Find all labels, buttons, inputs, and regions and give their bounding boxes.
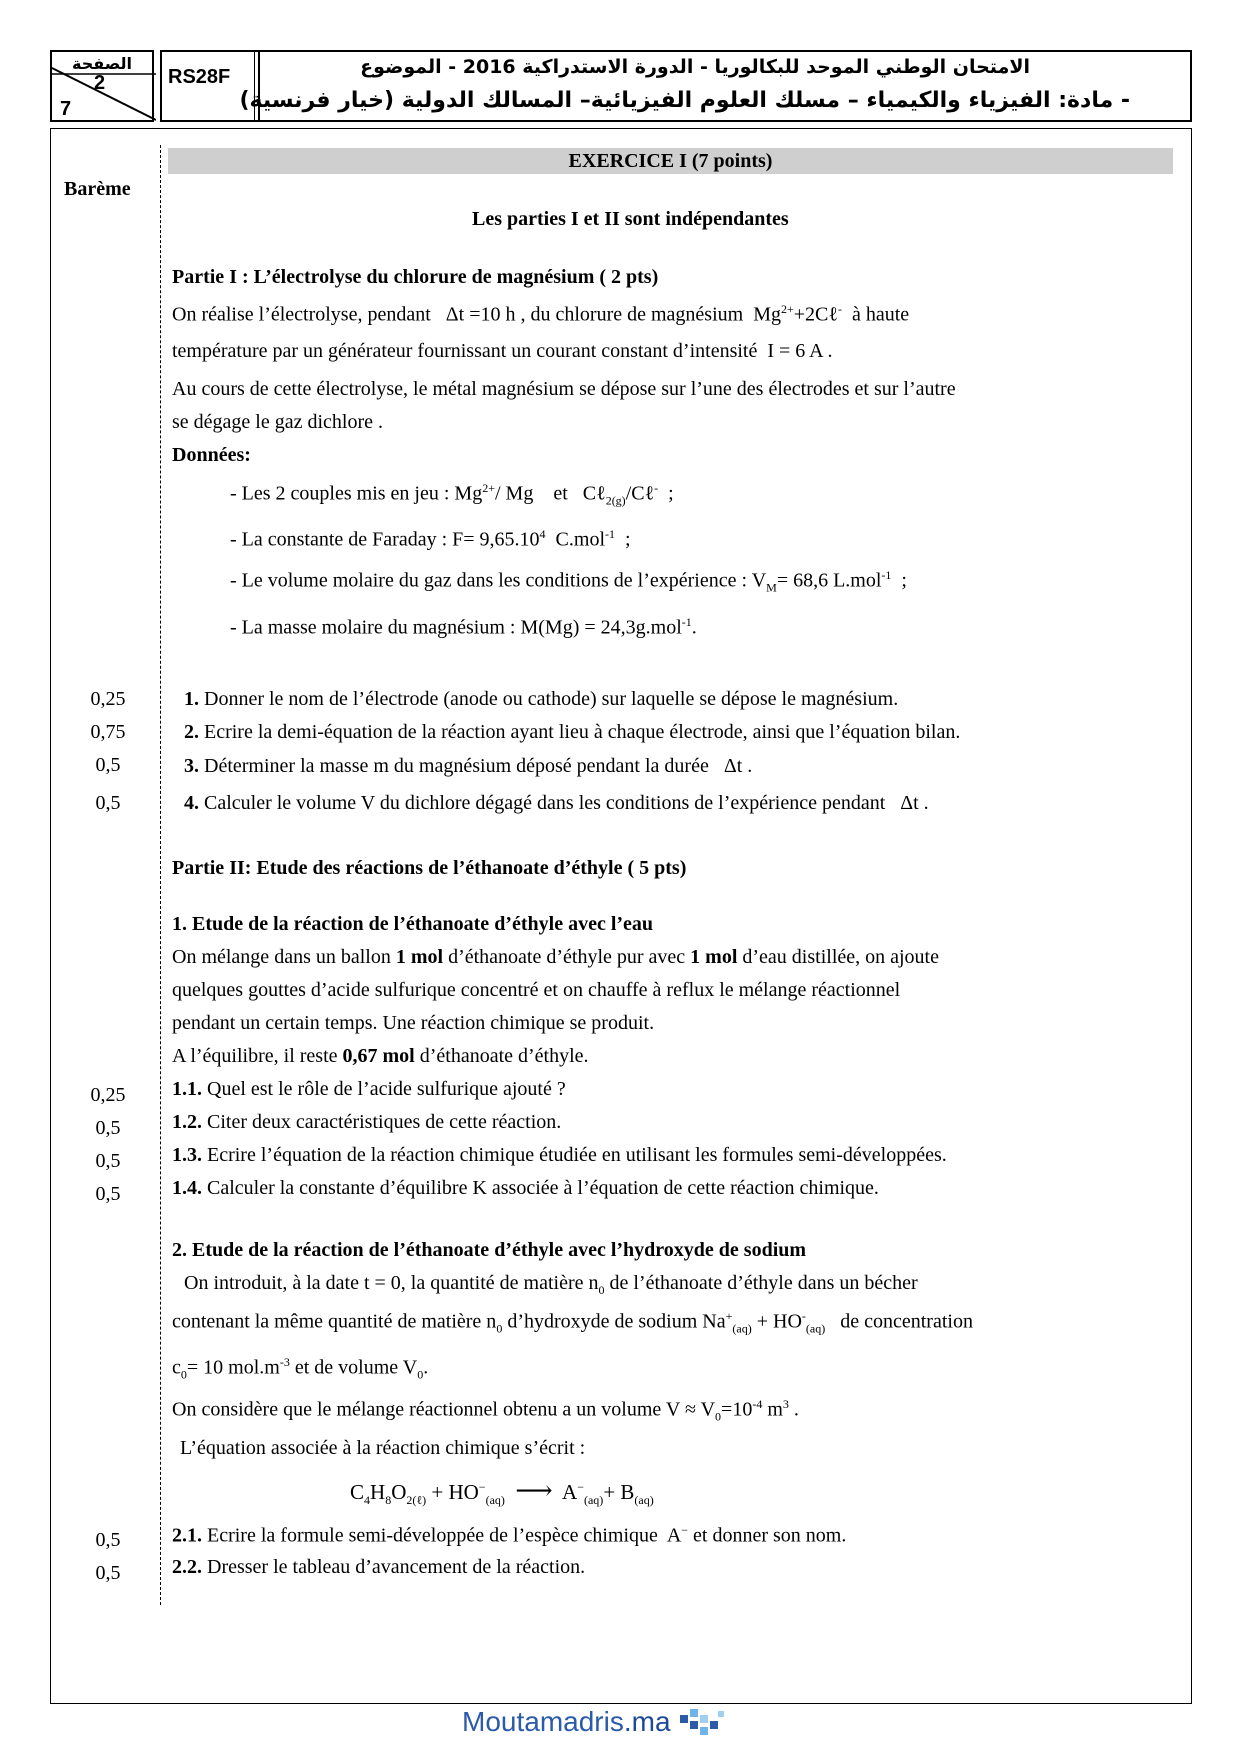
part1-intro-line1: On réalise l’électrolyse, pendant Δt =10 h , du chlorure de magnésium $Mg^{2+}+2C\ell^-$ à haute	[172, 302, 910, 326]
exam-header	[239, 50, 1192, 122]
section1-line1: On mélange dans un ballon 1 mol d’éthanoate d’éthyle pur avec 1 mol d’eau distillée, on ajoute	[172, 946, 939, 968]
section2-title: 2. Etude de la réaction de l’éthanoate d’éthyle avec l’hydroxyde de sodium	[172, 1239, 807, 1261]
exercise-title: EXERCICE I (7 points)	[168, 148, 1173, 174]
bareme-value: 0,25	[90, 1084, 126, 1106]
bareme-heading: Barème	[64, 178, 131, 200]
question-3: 3. Déterminer la masse m du magnésium déposé pendant la durée Δt .	[184, 755, 753, 777]
exam-header-line1: الامتحان الوطني الموحد للبكالوريا - الدورة الاستدراكية 2016 - الموضوع	[360, 56, 1030, 78]
question-1-3: 1.3. Ecrire l’équation de la réaction chimique étudiée en utilisant les formules semi-développées.	[172, 1144, 947, 1166]
section2-line4: On considère que le mélange réactionnel obtenu a un volume $V \approx V_0=10^{-4}$ $m^3$ .	[172, 1397, 799, 1424]
page-total: 7	[60, 98, 72, 120]
question-1: 1. Donner le nom de l’électrode (anode ou cathode) sur laquelle se dépose le magnésium.	[184, 688, 899, 710]
section2-line2: contenant la même quantité de matière $n_0$ d’hydroxyde de sodium $Na^+_{(aq)} + HO^-_{(aq)}$ de concentration	[172, 1309, 973, 1336]
bareme-value: 0,5	[95, 1529, 121, 1551]
page-number: 2	[94, 72, 106, 94]
bareme-value: 0,5	[95, 1562, 121, 1584]
question-2-1: 2.1. Ecrire la formule semi-développée de l’espèce chimique A− et donner son nom.	[172, 1523, 847, 1547]
page-number-box	[50, 50, 154, 122]
logo-tld: .ma	[623, 1706, 671, 1737]
question-4: 4. Calculer le volume V du dichlore dégagé dans les conditions de l’expérience pendant Δt .	[184, 792, 929, 814]
bareme-value: 0,75	[90, 721, 126, 743]
logo-text: Moutamadris	[462, 1706, 624, 1737]
part1-intro-line3: Au cours de cette électrolyse, le métal magnésium se dépose sur l’une des électrodes et sur l’autre	[172, 378, 956, 400]
site-logo[interactable]	[462, 1706, 728, 1741]
part2-title: Partie II: Etude des réactions de l’éthanoate d’éthyle ( 5 pts)	[172, 857, 687, 879]
question-1-2: 1.2. Citer deux caractéristiques de cette réaction.	[172, 1111, 562, 1133]
section1-line4: A l’équilibre, il reste 0,67 mol d’éthanoate d’éthyle.	[172, 1045, 589, 1067]
part1-intro-line4: se dégage le gaz dichlore .	[172, 411, 384, 433]
exam-header-line2: - مادة: الفيزياء والكيمياء – مسلك العلوم الفيزيائية– المسالك الدولية (خيار فرنسية)	[239, 88, 1130, 113]
section1-title: 1. Etude de la réaction de l’éthanoate d’éthyle avec l’eau	[172, 913, 654, 935]
bareme-value: 0,5	[95, 754, 121, 776]
bareme-value: 0,25	[90, 688, 126, 710]
reaction-equation: $C_4H_8O_{2(\ell)} + HO^-_{(aq)}$ ⟶ $A^-_{(aq)}+ B_{(aq)}$	[350, 1476, 654, 1508]
section1-line3: pendant un certain temps. Une réaction chimique se produit.	[172, 1012, 655, 1034]
donnees-heading: Données:	[172, 444, 251, 466]
section2-line1: On introduit, à la date t = 0, la quantité de matière $n_0$ de l’éthanoate d’éthyle dans un bécher	[184, 1272, 918, 1297]
section1-line2: quelques gouttes d’acide sulfurique concentré et on chauffe à reflux le mélange réactionnel	[172, 979, 901, 1001]
section2-line3: $c_0= 10$ $mol.m^{-3}$ et de volume $V_0$.	[172, 1355, 429, 1382]
bareme-separator	[160, 145, 161, 1605]
exam-code: RS28F	[160, 50, 260, 122]
donnee-couples: - Les 2 couples mis en jeu : $Mg^{2+}/$ Mg et Cℓ$_{2(g)}$/Cℓ- ;	[230, 481, 674, 508]
part1-intro-line2: température par un générateur fournissant un courant constant d’intensité I = 6 A .	[172, 340, 833, 362]
question-1-1: 1.1. Quel est le rôle de l’acide sulfurique ajouté ?	[172, 1078, 566, 1100]
donnee-faraday: - La constante de Faraday : $F= 9,65.10^4$ C.mol$^{-1}$ ;	[230, 527, 631, 551]
question-2: 2. Ecrire la demi-équation de la réaction ayant lieu à chaque électrode, ainsi que l’équation bilan.	[184, 721, 961, 743]
question-1-4: 1.4. Calculer la constante d’équilibre K associée à l’équation de cette réaction chimique.	[172, 1177, 879, 1199]
bareme-value: 0,5	[95, 1183, 121, 1205]
donnee-masse-molaire: - La masse molaire du magnésium : M(Mg) = 24,3g.mol$^{-1}$.	[230, 615, 697, 639]
bareme-value: 0,5	[95, 1150, 121, 1172]
section2-line5: L’équation associée à la réaction chimique s’écrit :	[180, 1437, 586, 1459]
page-label: الصفحة	[71, 54, 132, 73]
exercise-subtitle: Les parties I et II sont indépendantes	[472, 208, 789, 230]
bareme-value: 0,5	[95, 792, 121, 814]
question-2-2: 2.2. Dresser le tableau d’avancement de la réaction.	[172, 1556, 586, 1578]
reaction-arrow: ⟶	[515, 1476, 553, 1505]
part1-title: Partie I : L’électrolyse du chlorure de magnésium ( 2 pts)	[172, 266, 659, 288]
bareme-value: 0,5	[95, 1117, 121, 1139]
logo-pixel-icon	[678, 1707, 728, 1741]
donnee-volume-molaire: - Le volume molaire du gaz dans les conditions de l’expérience : $V_M= 68,6$ L.mol$^{-1}$ ;	[230, 568, 907, 595]
